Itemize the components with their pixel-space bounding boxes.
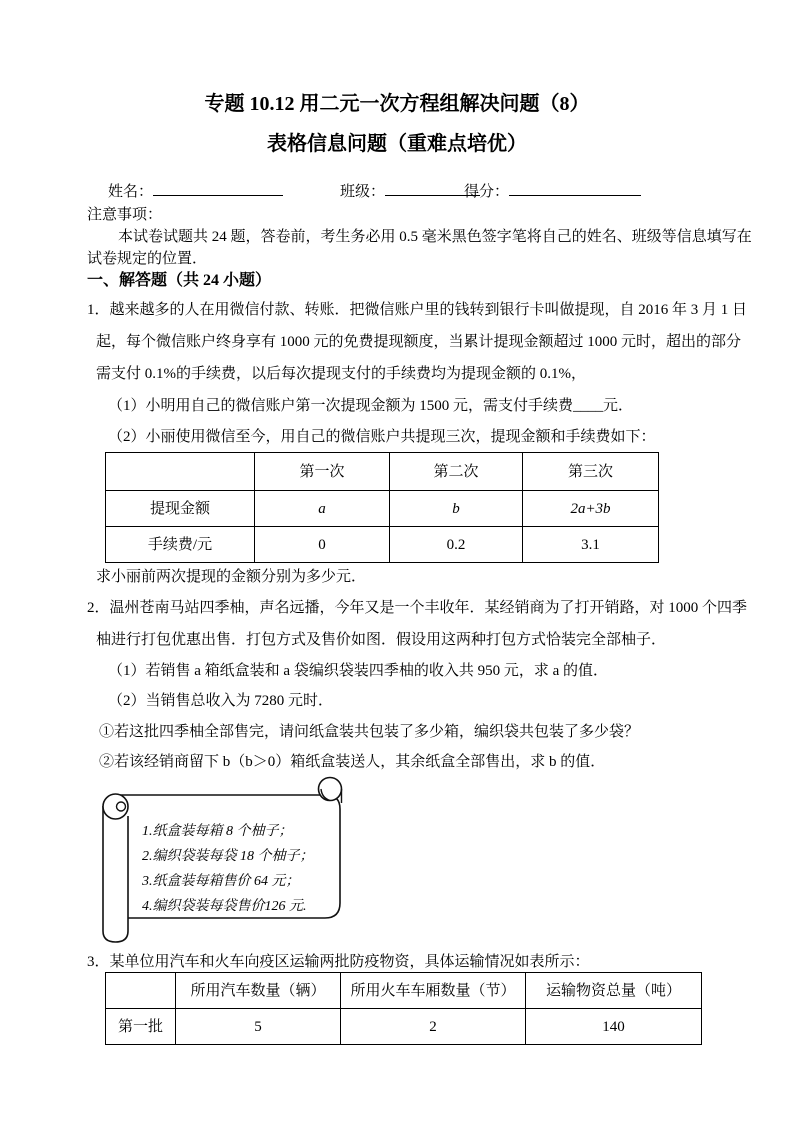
table-cell: 2 bbox=[341, 1009, 526, 1045]
transport-table-wrapper bbox=[105, 972, 702, 1045]
q2-line-3: （1）若销售 a 箱纸盒装和 a 袋编织袋装四季柚的收入共 950 元，求 a 的值． bbox=[108, 663, 608, 679]
table-cell: a bbox=[255, 491, 390, 527]
table-cell: 140 bbox=[526, 1009, 702, 1045]
table-row-label: 手续费/元 bbox=[106, 527, 255, 563]
name-label: 姓名： bbox=[108, 184, 154, 200]
withdrawal-table bbox=[105, 452, 659, 563]
score-label: 得分： bbox=[464, 184, 510, 200]
table-cell: 0.2 bbox=[390, 527, 523, 563]
table-header-cell: 第三次 bbox=[523, 453, 659, 491]
scroll-left-roll bbox=[103, 806, 128, 942]
name-field-group bbox=[108, 181, 283, 202]
table-cell: b bbox=[390, 491, 523, 527]
score-field-group bbox=[464, 181, 641, 202]
q1-line-2: 起，每个微信账户终身享有 1000 元的免费提现额度，当累计提现金额超过 1000 元时，超出的部分 bbox=[96, 334, 742, 350]
table-header-cell: 所用汽车数量（辆） bbox=[176, 973, 341, 1009]
table-cell: 0 bbox=[255, 527, 390, 563]
table-cell: 2a+3b bbox=[523, 491, 659, 527]
score-blank[interactable] bbox=[509, 181, 641, 196]
table-header-cell: 第二次 bbox=[390, 453, 523, 491]
q2-line-5: ①若这批四季柚全部售完，请问纸盒装共包装了多少箱，编织袋共包装了多少袋？ bbox=[99, 724, 640, 740]
q3-line-1: 3．某单位用汽车和火车向疫区运输两批防疫物资，具体运输情况如表所示： bbox=[87, 954, 590, 970]
scroll-text-line: 1.纸盒装每箱 8 个柚子； bbox=[142, 824, 293, 839]
q1-line-3: 需支付 0.1%的手续费，以后每次提现支付的手续费均为提现金额的 0.1%， bbox=[96, 366, 586, 382]
class-field-group bbox=[340, 181, 480, 202]
table-row-label: 第一批 bbox=[106, 1009, 176, 1045]
notice-body-line2: 试卷规定的位置． bbox=[87, 251, 208, 267]
table-cell: 3.1 bbox=[523, 527, 659, 563]
q2-line-6: ②若该经销商留下 b（b＞0）箱纸盒装送人，其余纸盒全部售出，求 b 的值． bbox=[99, 754, 606, 770]
q1-line-5: （2）小丽使用微信至今，用自己的微信账户共提现三次，提现金额和手续费如下： bbox=[108, 429, 656, 445]
doc-title-line2: 表格信息问题（重难点培优） bbox=[267, 133, 527, 155]
name-blank[interactable] bbox=[153, 181, 283, 196]
withdrawal-table-wrapper bbox=[105, 452, 659, 563]
transport-table bbox=[105, 972, 702, 1045]
class-label: 班级： bbox=[340, 184, 386, 200]
scroll-text-block bbox=[142, 819, 314, 919]
table-header-cell: 所用火车车厢数量（节） bbox=[341, 973, 526, 1009]
scroll-left-roll-end bbox=[103, 794, 128, 819]
section-heading: 一、解答题（共 24 小题） bbox=[87, 272, 272, 289]
table-row-label: 提现金额 bbox=[106, 491, 255, 527]
scroll-text-line: 3.纸盒装每箱售价 64 元； bbox=[142, 874, 300, 889]
q2-line-4: （2）当销售总收入为 7280 元时． bbox=[108, 693, 334, 709]
table-header-cell: 运输物资总量（吨） bbox=[526, 973, 702, 1009]
scroll-top-right-curl bbox=[319, 778, 342, 801]
scroll-text-line: 2.编织袋装每袋 18 个柚子； bbox=[142, 849, 314, 864]
q1-line-4: （1）小明用自己的微信账户第一次提现金额为 1500 元，需支付手续费____元． bbox=[108, 398, 634, 414]
table-cell: 5 bbox=[176, 1009, 341, 1045]
table-corner-cell bbox=[106, 453, 255, 491]
q1-closing-line: 求小丽前两次提现的金额分别为多少元． bbox=[96, 569, 367, 585]
table-header-cell: 第一次 bbox=[255, 453, 390, 491]
q2-line-2: 柚进行打包优惠出售．打包方式及售价如图．假设用这两种打包方式恰装完全部柚子． bbox=[96, 632, 667, 648]
q2-line-1: 2．温州苍南马站四季柚，声名远播，今年又是一个丰收年．某经销商为了打开销路，对 1000 个四季 bbox=[87, 600, 748, 616]
table-corner-cell bbox=[106, 973, 176, 1009]
notice-body-line1: 本试卷试题共 24 题，答卷前，考生务必用 0.5 毫米黑色签字笔将自己的姓名、班级等信息填写在 bbox=[118, 229, 752, 245]
scroll-text-line: 4.编织袋装每袋售价126 元. bbox=[142, 899, 307, 914]
doc-title-line1: 专题 10.12 用二元一次方程组解决问题（8） bbox=[204, 93, 590, 115]
notice-heading: 注意事项： bbox=[87, 207, 163, 223]
q1-line-1: 1．越来越多的人在用微信付款、转账．把微信账户里的钱转到银行卡叫做提现，自 2016 年 3 月 1 日 bbox=[87, 302, 748, 318]
